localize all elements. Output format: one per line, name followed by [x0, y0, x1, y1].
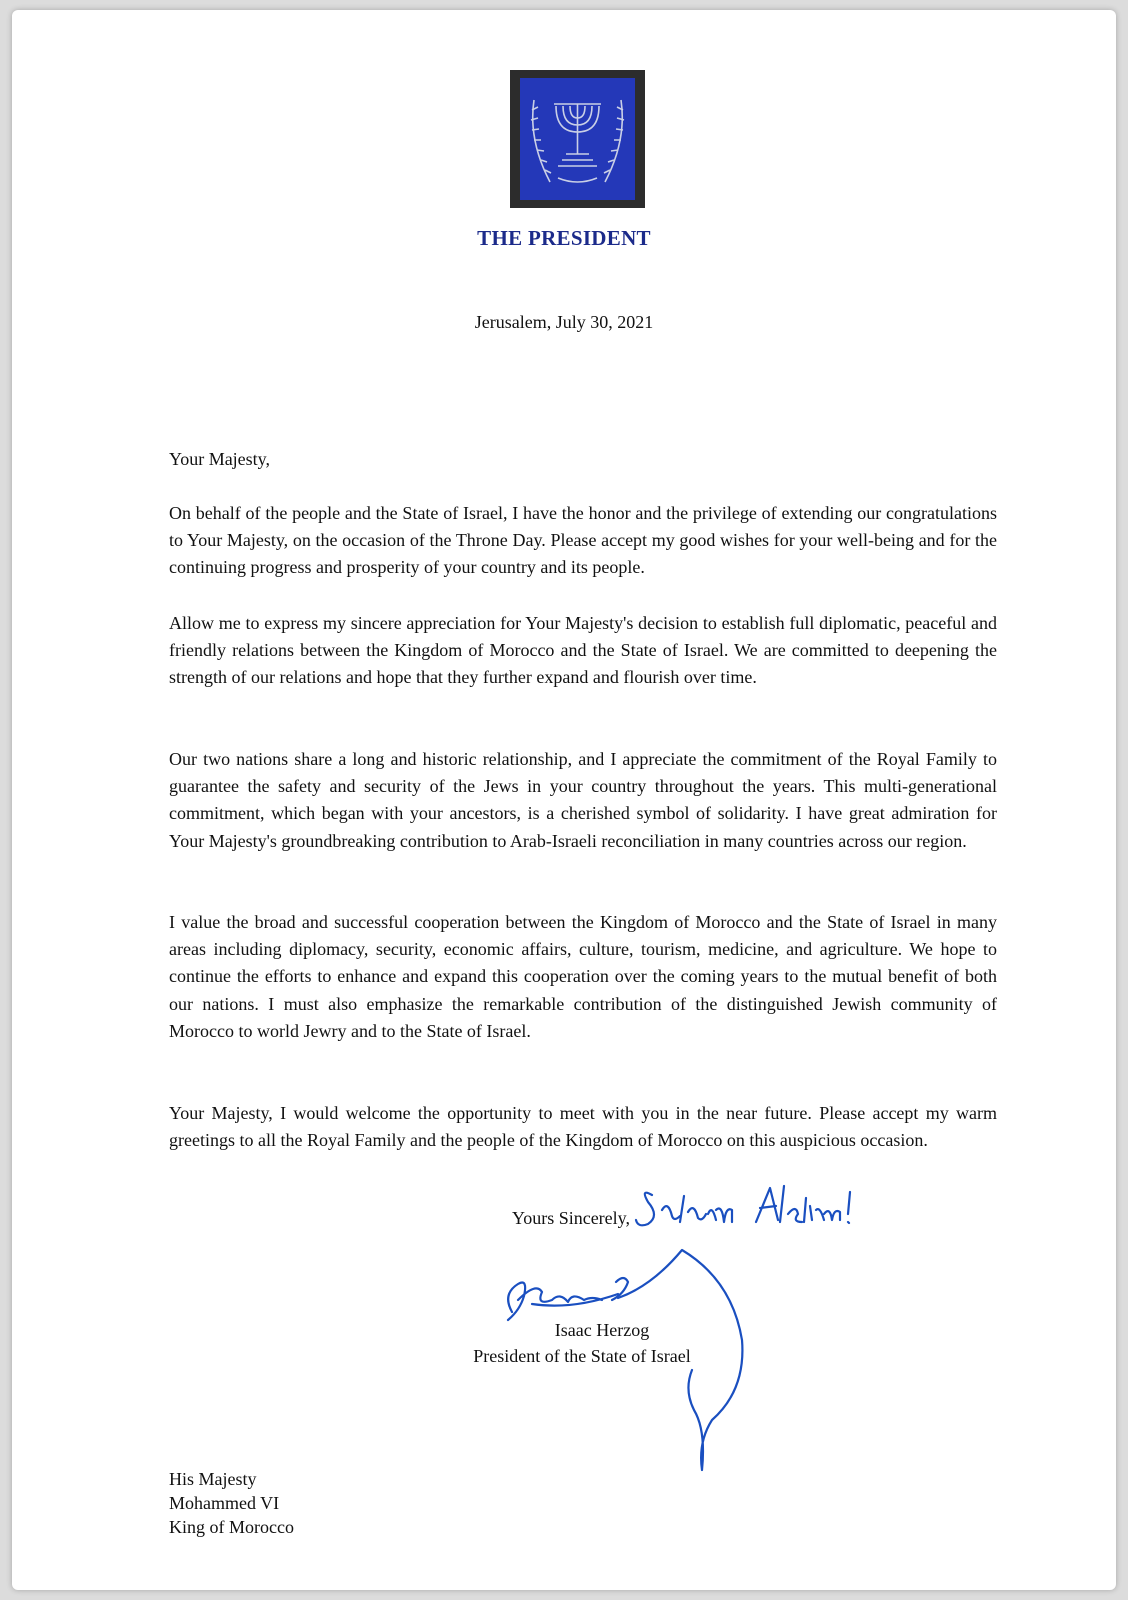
paragraph-1: On behalf of the people and the State of Israel, I have the honor and the privilege of extending our congratulations to Your Majesty, on the occasion of the Throne Day. Please accept my good wishes for your well-being and for the continuing progress and prosperity of your country and its people.	[169, 503, 997, 578]
letterhead-title: THE PRESIDENT	[477, 226, 651, 250]
letter-date: Jerusalem, July 30, 2021	[474, 312, 654, 332]
addressee-line-1: His Majesty	[169, 1469, 257, 1489]
paragraph-4: I value the broad and successful cooperation between the Kingdom of Morocco and the State of Israel in many areas including diplomacy, security, economic affairs, culture, tourism, medicine, and agriculture. We hope to continue the efforts to enhance and expand this cooperation over the coming years to the mutual benefit of both our nations. I must also emphasize the remarkable contribution of the distinguished Jewish community of Morocco to world Jewry and to the State of Israel.	[169, 912, 997, 1041]
addressee-line-3: King of Morocco	[169, 1517, 294, 1537]
salutation: Your Majesty,	[169, 449, 271, 469]
addressee-line-2: Mohammed VI	[169, 1493, 280, 1513]
signatory-title: President of the State of Israel	[473, 1346, 691, 1366]
signatory-name: Isaac Herzog	[554, 1320, 650, 1340]
handwritten-aleikum	[756, 1186, 850, 1223]
handwritten-signature	[508, 1278, 628, 1320]
handwritten-salam	[636, 1193, 732, 1226]
letter-page	[12, 10, 1116, 1590]
menorah-emblem-icon	[510, 70, 645, 208]
paragraph-2: Allow me to express my sincere appreciation for Your Majesty's decision to establish full diplomatic, peaceful and friendly relations between the Kingdom of Morocco and the State of Israel. We are committed to deepening the strength of our relations and hope that they further expand and flourish over time.	[169, 613, 997, 688]
paragraph-3: Our two nations share a long and historic relationship, and I appreciate the commitment of the Royal Family to guarantee the safety and security of the Jews in your country throughout the years. This multi-generational commitment, which began with your ancestors, is a cherished symbol of solidarity. I have great admiration for Your Majesty's groundbreaking contribution to Arab-Israeli reconciliation in many countries across our region.	[169, 749, 997, 851]
closing: Yours Sincerely,	[512, 1208, 631, 1228]
paragraph-5: Your Majesty, I would welcome the opportunity to meet with you in the near future. Please accept my warm greetings to all the Royal Family and the people of the Kingdom of Morocco on this auspicious occasion.	[169, 1103, 997, 1151]
addressee-block	[169, 1467, 294, 1539]
